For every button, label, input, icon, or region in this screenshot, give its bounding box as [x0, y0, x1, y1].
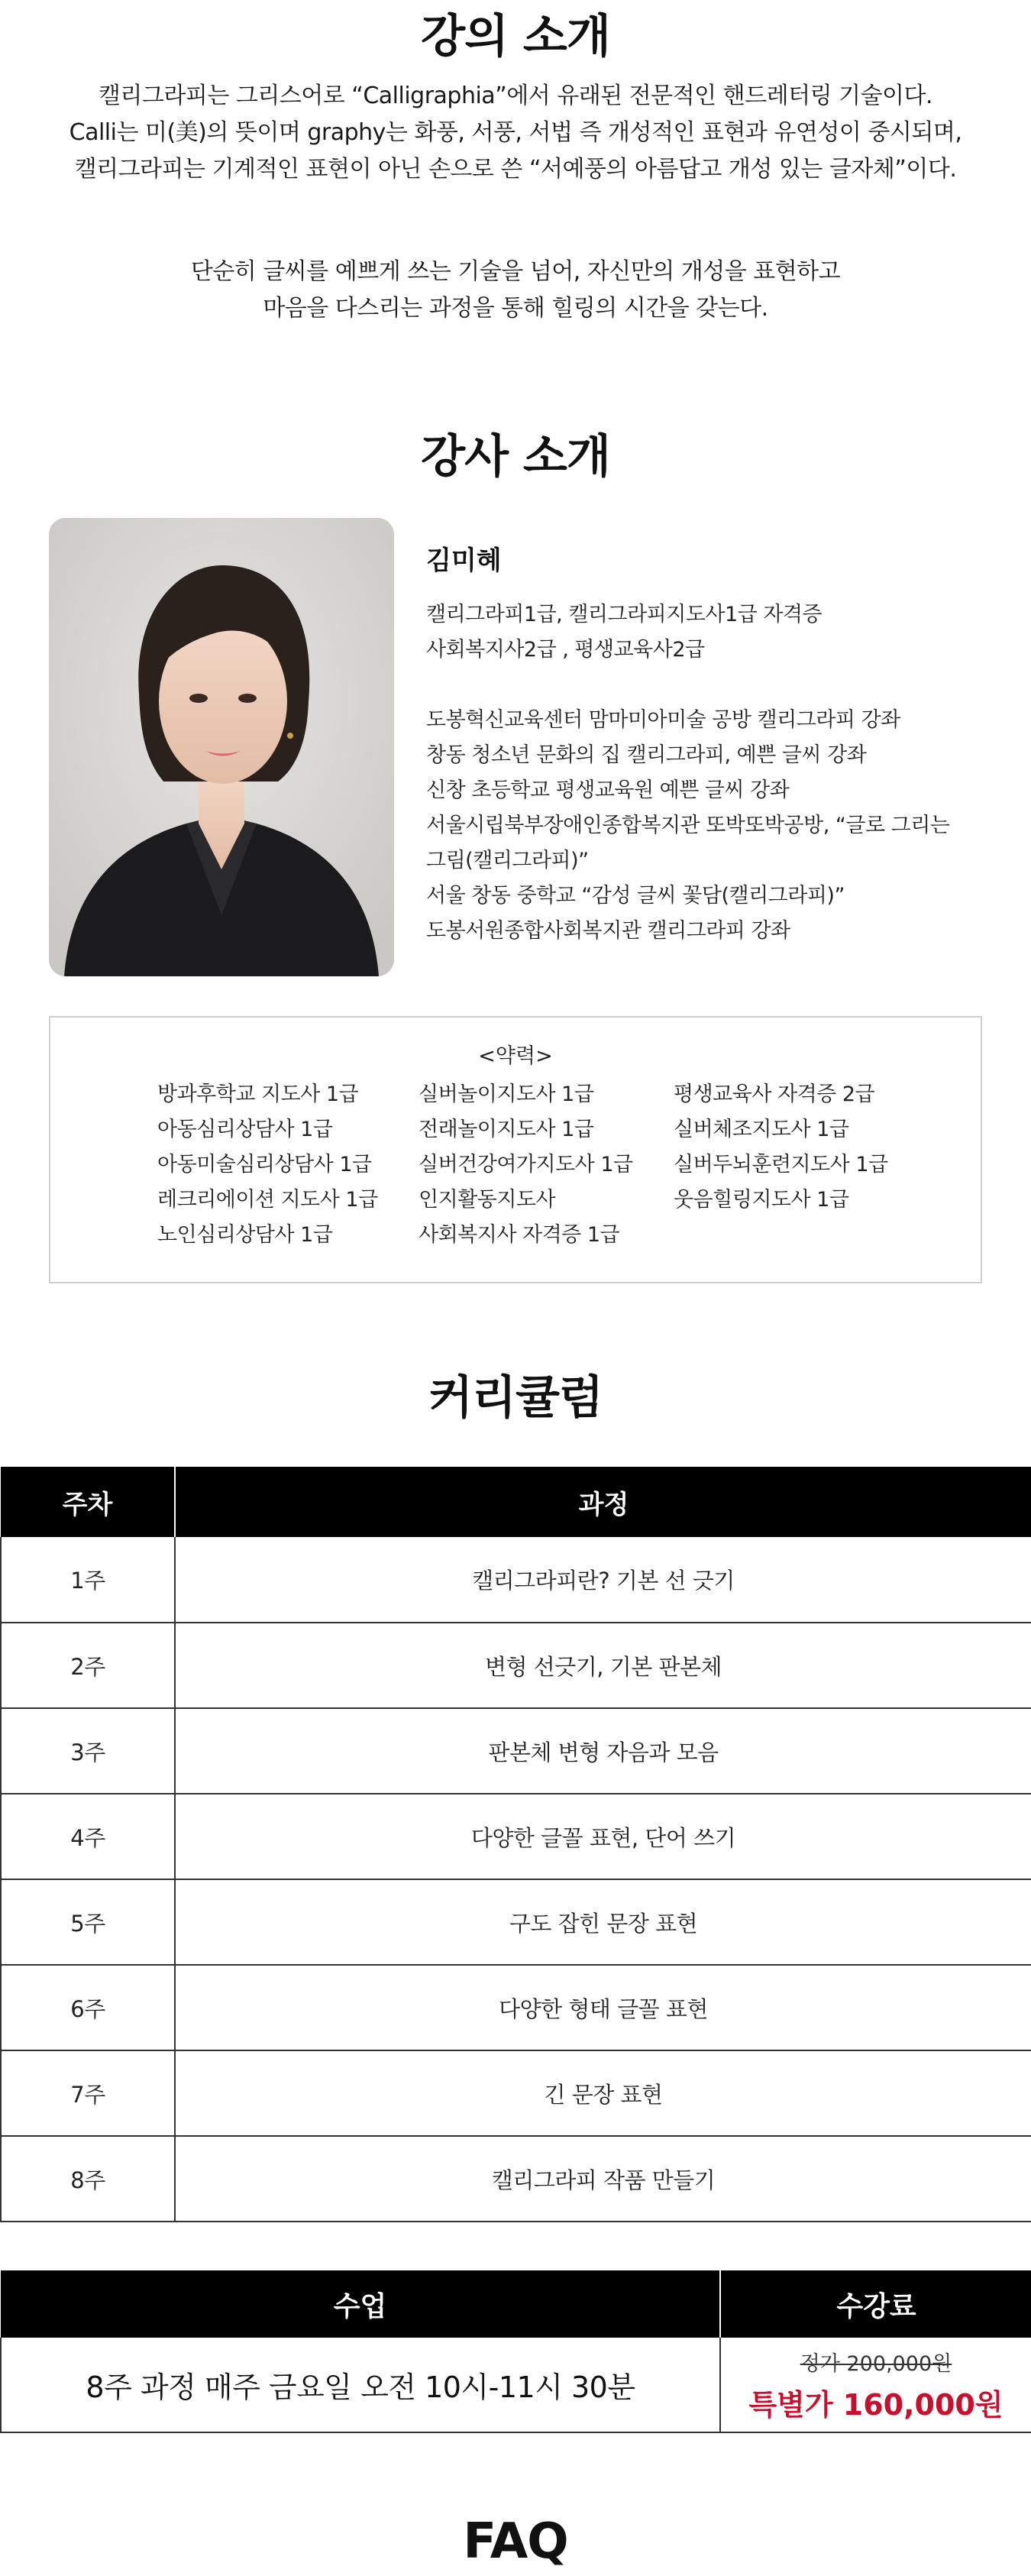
bio-item: 웃음힐링지도사 1급: [674, 1188, 849, 1212]
course-cell: 긴 문장 표현: [175, 2050, 1031, 2136]
bio-column-2: [419, 1077, 633, 1253]
bio-column-1: [157, 1077, 378, 1253]
course-cell: 판본체 변형 자음과 모음: [175, 1708, 1031, 1794]
intro-title: 강의 소개: [421, 10, 610, 63]
table-row: [1, 2050, 1031, 2136]
intro-line: 캘리그라피는 기계적인 표현이 아닌 손으로 쓴 “서예풍의 아름답고 개성 있는 글자체”이다.: [74, 156, 957, 183]
week-cell: 2주: [1, 1623, 175, 1708]
instructor-career: [426, 703, 991, 949]
week-cell: 3주: [1, 1708, 175, 1794]
course-cell: 변형 선긋기, 기본 판본체: [175, 1623, 1031, 1708]
curriculum-table: [0, 1467, 1031, 2222]
price-cell: [720, 2338, 1031, 2432]
week-cell: 5주: [1, 1879, 175, 1965]
table-row: [1, 1623, 1031, 1708]
certificate-item: 사회복지사2급 , 평생교육사2급: [426, 638, 705, 662]
bio-item: 인지활동지도사: [419, 1188, 556, 1212]
curriculum-title: 커리큘럼: [428, 1371, 603, 1425]
course-cell: 캘리그라피란? 기본 선 긋기: [175, 1537, 1031, 1623]
class-header: 수업: [1, 2270, 720, 2338]
table-row: [1, 1879, 1031, 1965]
intro-line: 단순히 글씨를 예쁘게 쓰는 기술을 넘어, 자신만의 개성을 표현하고: [190, 258, 841, 285]
intro-paragraph-2: [0, 254, 1031, 327]
intro-line: Calli는 미(美)의 뜻이며 graphy는 화풍, 서풍, 서법 즉 개성적인 표현과 유연성이 중시되며,: [69, 119, 962, 146]
week-cell: 8주: [1, 2136, 175, 2222]
special-price: 특별가 160,000원: [748, 2387, 1004, 2422]
bio-item: 전래놀이지도사 1급: [419, 1118, 594, 1141]
course-cell: 캘리그라피 작품 만들기: [175, 2136, 1031, 2222]
course-cell: 다양한 형태 글꼴 표현: [175, 1965, 1031, 2050]
instructor-title: 강사 소개: [421, 430, 610, 484]
faq-title: FAQ: [463, 2513, 568, 2570]
table-row: [1, 1708, 1031, 1794]
bio-title: <약력>: [478, 1044, 553, 1068]
week-cell: 7주: [1, 2050, 175, 2136]
regular-price: 정가 200,000원: [800, 2351, 952, 2376]
bio-item: 실버놀이지도사 1급: [419, 1083, 594, 1106]
table-row: [1, 1965, 1031, 2050]
week-cell: 4주: [1, 1794, 175, 1879]
bio-item: 실버체조지도사 1급: [674, 1118, 849, 1141]
intro-line: 캘리그라피는 그리스어로 “Calligraphia”에서 유래된 전문적인 핸드레터링 기술이다.: [98, 83, 933, 109]
fee-header-row: [1, 2270, 1031, 2338]
fee-row: [1, 2338, 1031, 2432]
bio-item: 노인심리상담사 1급: [157, 1223, 333, 1247]
bio-item: 방과후학교 지도사 1급: [157, 1083, 359, 1106]
table-row: [1, 2136, 1031, 2222]
fee-table: [0, 2270, 1031, 2433]
career-item: 도봉혁신교육센터 맘마미아미술 공방 캘리그라피 강좌: [426, 708, 900, 732]
week-cell: 1주: [1, 1537, 175, 1623]
table-row: [1, 1794, 1031, 1879]
curriculum-header-row: [1, 1467, 1031, 1537]
bio-item: 실버건강여가지도사 1급: [419, 1153, 633, 1176]
career-item: 창동 청소년 문화의 집 캘리그라피, 예쁜 글씨 강좌: [426, 743, 867, 767]
instructor-name: 김미혜: [426, 545, 502, 576]
week-cell: 6주: [1, 1965, 175, 2050]
course-cell: 다양한 글꼴 표현, 단어 쓰기: [175, 1794, 1031, 1879]
instructor-certificates: [426, 597, 991, 668]
bio-item: 평생교육사 자격증 2급: [674, 1083, 875, 1106]
fee-header: 수강료: [720, 2270, 1031, 2338]
bio-item: 레크리에이션 지도사 1급: [157, 1188, 378, 1212]
instructor-photo: [49, 518, 394, 976]
table-row: [1, 1537, 1031, 1623]
career-item: 서울시립북부장애인종합복지관 또박또박공방, “글로 그리는: [426, 814, 950, 837]
career-item: 신창 초등학교 평생교육원 예쁜 글씨 강좌: [426, 778, 790, 802]
intro-line: 마음을 다스리는 과정을 통해 힐링의 시간을 갖는다.: [263, 295, 768, 322]
week-header: 주차: [1, 1467, 175, 1537]
career-item: 서울 창동 중학교 “감성 글씨 꽃담(캘리그라피)”: [426, 884, 845, 908]
bio-column-3: [674, 1077, 888, 1218]
instructor-bio-box: [49, 1016, 982, 1283]
course-header: 과정: [175, 1467, 1031, 1537]
bio-item: 아동심리상담사 1급: [157, 1118, 333, 1141]
class-schedule: 8주 과정 매주 금요일 오전 10시-11시 30분: [1, 2338, 720, 2432]
intro-paragraph-1: [0, 78, 1031, 188]
bio-item: 실버두뇌훈련지도사 1급: [674, 1153, 888, 1176]
bio-item: 아동미술심리상담사 1급: [157, 1153, 372, 1176]
certificate-item: 캘리그라피1급, 캘리그라피지도사1급 자격증: [426, 603, 823, 626]
bio-item: 사회복지사 자격증 1급: [419, 1223, 620, 1247]
career-item: 그림(캘리그라피)”: [426, 849, 589, 872]
career-item: 도봉서원종합사회복지관 캘리그라피 강좌: [426, 919, 790, 943]
course-cell: 구도 잡힌 문장 표현: [175, 1879, 1031, 1965]
